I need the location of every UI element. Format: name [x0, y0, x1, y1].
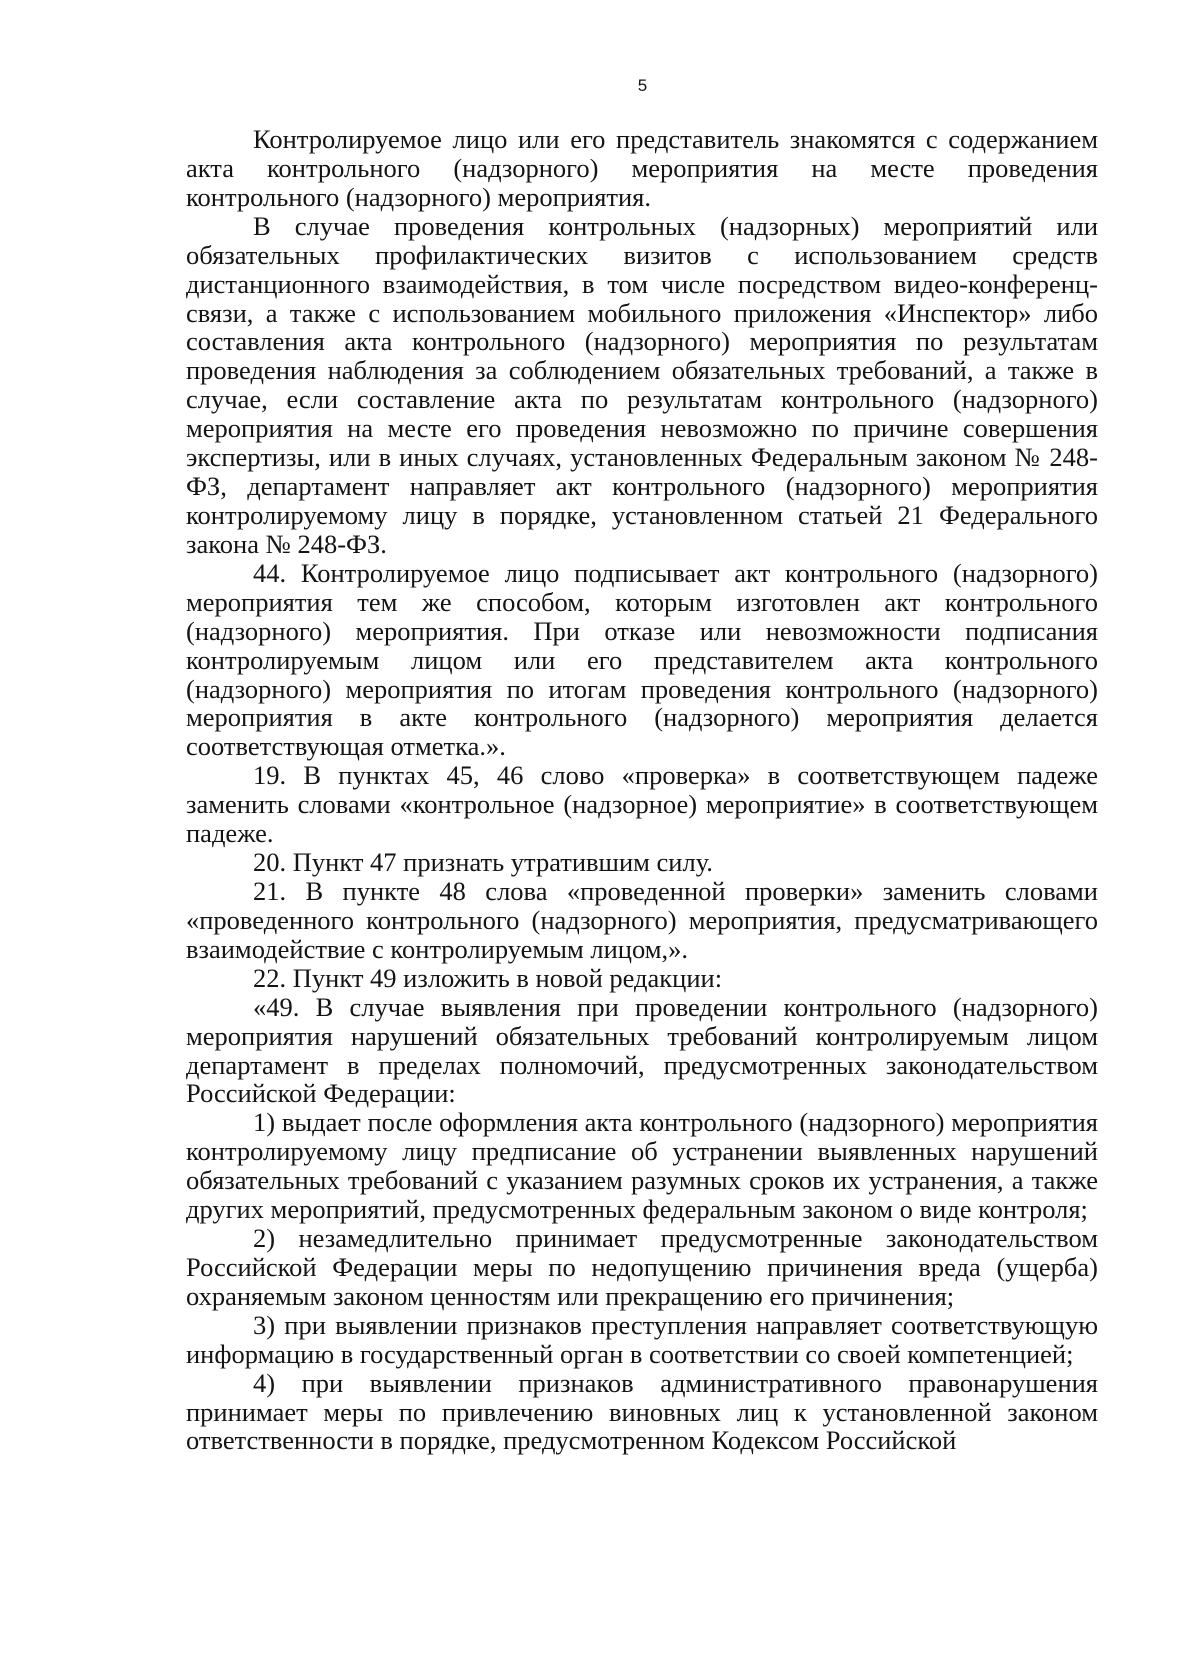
paragraph-20: 20. Пункт 47 признать утратившим силу. [253, 847, 713, 878]
list-item-2: 2) незамедлительно принимает предусмотренные законодательством Российской Федерации меры по недопущению причинения вреда (ущерба) охраняемым законом ценностям или прекращению его причинения; [186, 1223, 1098, 1311]
document-body [186, 125, 1098, 1455]
list-item-4: 4) при выявлении признаков административного правонарушения принимает меры по привлечению виновных лиц к установленной законом ответственности в порядке, предусмотренном Кодексом Российской [186, 1367, 1098, 1456]
paragraph-44: 44. Контролируемое лицо подписывает акт контрольного (надзорного) мероприятия тем же способом, которым изготовлен акт контрольного (надзорного) мероприятия. При отказе или невозможности подписания контролируемым лицом или его представителем акта контрольного (надзорного) мероприятия по итогам проведения контрольного (надзорного) мероприятия в акте контрольного (надзорного) мероприятия делается соответствующая отметка.». [186, 557, 1098, 762]
paragraph: Контролируемое лицо или его представитель знакомятся с содержанием акта контрольного (надзорного) мероприятия на месте проведения контрольного (надзорного) мероприятия. [186, 124, 1098, 212]
page-number: 5 [637, 76, 648, 95]
paragraph-49: «49. В случае выявления при проведении контрольного (надзорного) мероприятия нарушений обязательных требований контролируемым лицом департамент в пределах полномочий, предусмотренных законодательством Российской Федерации: [186, 991, 1098, 1109]
list-item-3: 3) при выявлении признаков преступления направляет соответствующую информацию в государственный орган в соответствии со своей компетенцией; [186, 1309, 1098, 1369]
list-item-1: 1) выдает после оформления акта контрольного (надзорного) мероприятия контролируемому лицу предписание об устранении выявленных нарушений обязательных требований с указанием разумных сроков их устранения, а также других мероприятий, предусмотренных федеральным законом о виде контроля; [186, 1107, 1098, 1225]
paragraph: В случае проведения контрольных (надзорных) мероприятий или обязательных профилактических визитов с использованием средств дистанционного взаимодействия, в том числе посредством видео-конференц-связи, а также с использованием мобильного приложения «Инспектор» либо составления акта контрольного (надзорного) мероприятия по результатам проведения наблюдения за соблюдением обязательных требований, а также в случае, если составление акта по результатам контрольного (надзорного) мероприятия на месте его проведения невозможно по причине совершения экспертизы, или в иных случаях, установленных Федеральным законом № 248-ФЗ, департамент направляет акт контрольного (надзорного) мероприятия контролируемому лицу в порядке, установленном статьей 21 Федерального закона № 248-ФЗ. [186, 210, 1098, 559]
paragraph-19: 19. В пунктах 45, 46 слово «проверка» в соответствующем падеже заменить словами «контрольное (надзорное) мероприятие» в соответствующем падеже. [186, 760, 1098, 849]
paragraph-22: 22. Пункт 49 изложить в новой редакции: [253, 962, 723, 993]
paragraph-21: 21. В пункте 48 слова «проведенной проверки» заменить словами «проведенного контрольного (надзорного) мероприятия, предусматривающего взаимодействие с контролируемым лицом,». [186, 875, 1098, 964]
